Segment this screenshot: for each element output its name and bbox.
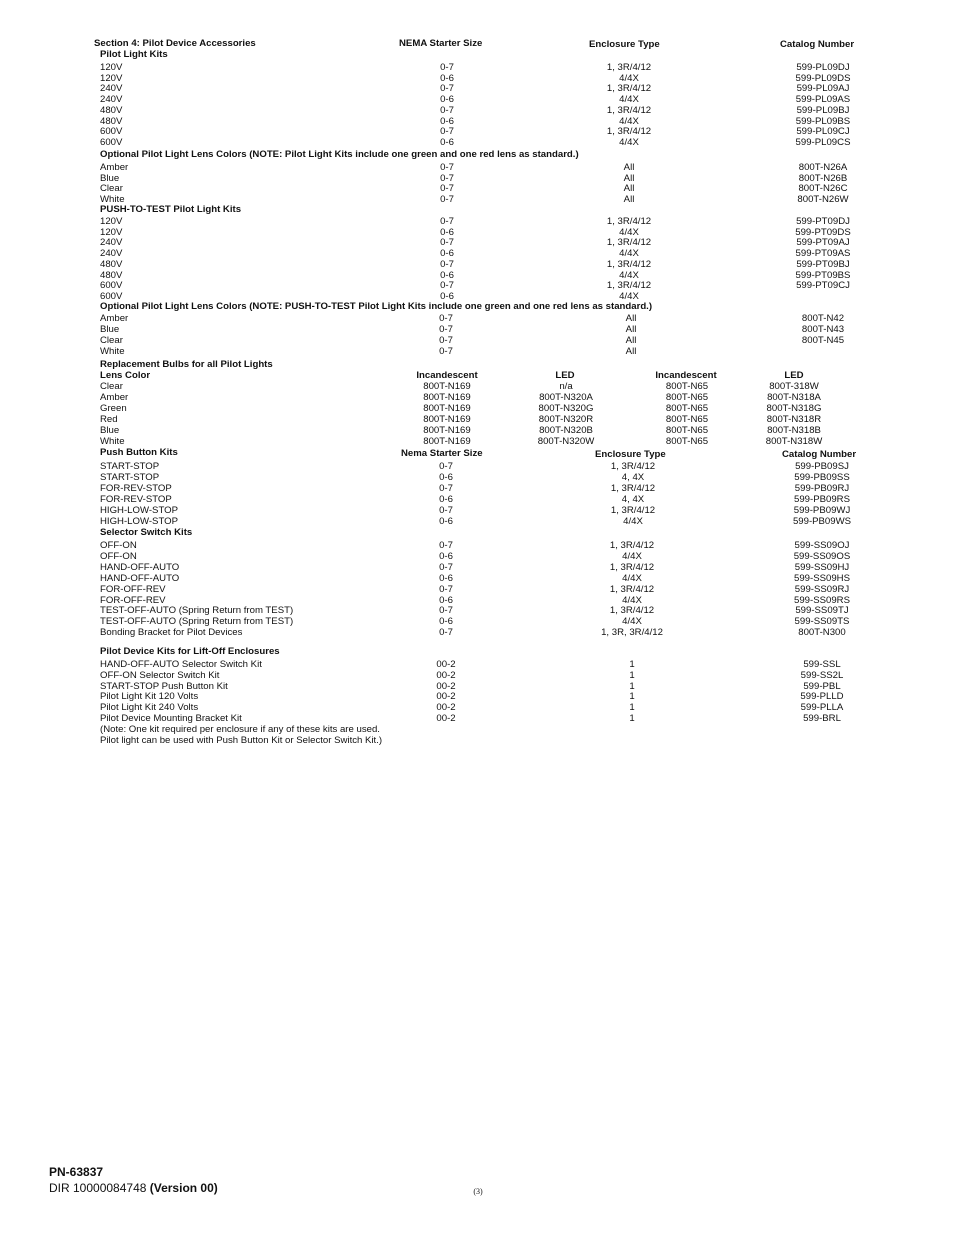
row-lens-color: Green	[100, 402, 127, 414]
row-enclosure: 4/4X	[619, 94, 639, 106]
optional-lens-1-title: Optional Pilot Light Lens Colors (NOTE: Pilot Light Kits include one green and one red lens as standard.)	[100, 149, 579, 160]
row-nema: 0-7	[439, 605, 453, 617]
row-nema: 0-7	[440, 216, 454, 227]
row-enclosure: 1, 3R/4/12	[606, 62, 652, 73]
row-label: START-STOP Push Button Kit	[100, 680, 228, 692]
row-incandescent-2: 800T-N65	[665, 435, 709, 447]
row-catalog: 599-PL09DJ	[796, 62, 850, 73]
row-enclosure: 4/4X	[619, 115, 639, 127]
row-nema: 0-6	[440, 290, 454, 302]
row-enclosure: All	[623, 183, 635, 195]
page-number: (3)	[473, 1187, 483, 1196]
row-catalog: 800T-N26A	[798, 162, 848, 173]
row-led-2: 800T-318W	[769, 381, 819, 392]
row-incandescent-1: 800T-N169	[423, 391, 471, 403]
row-label: OFF-ON	[100, 540, 137, 551]
row-catalog: 599-PT09DJ	[796, 216, 850, 227]
row-nema: 0-7	[440, 172, 454, 184]
row-label: 600V	[100, 136, 123, 148]
row-label: 480V	[100, 269, 123, 281]
row-nema: 0-6	[440, 115, 454, 127]
bulbs-col-led-1: LED	[555, 370, 575, 381]
row-catalog: 599-SS09OJ	[794, 540, 850, 551]
row-catalog: 599-PL09CS	[795, 136, 851, 148]
row-enclosure: All	[623, 172, 635, 184]
row-nema: 0-6	[439, 594, 453, 606]
row-nema: 0-7	[440, 237, 454, 249]
row-catalog: 599-PL09AS	[795, 94, 851, 106]
part-number: PN-63837	[49, 1165, 104, 1179]
row-label: 240V	[100, 83, 123, 95]
row-label: 120V	[100, 216, 123, 227]
row-incandescent-1: 800T-N169	[423, 424, 471, 436]
row-nema: 0-7	[440, 162, 454, 173]
row-enclosure: 1, 3R/4/12	[606, 280, 652, 292]
dir-number	[49, 1181, 218, 1196]
selector-title: Selector Switch Kits	[100, 527, 193, 538]
row-label: HIGH-LOW-STOP	[100, 504, 179, 516]
row-enclosure: 1, 3R/4/12	[609, 605, 655, 617]
row-nema: 00-2	[436, 680, 456, 692]
row-nema: 0-7	[439, 334, 453, 346]
optional-lens-2-title: Optional Pilot Light Lens Colors (NOTE: PUSH-TO-TEST Pilot Light Kits include one green and one red lens as standard.)	[100, 301, 653, 312]
col-header-nema: NEMA Starter Size	[399, 38, 483, 49]
row-enclosure: 1, 3R/4/12	[610, 482, 656, 494]
row-catalog: 800T-N300	[798, 627, 846, 639]
lift-off-note-2: Pilot light can be used with Push Button Kit or Selector Switch Kit.)	[100, 735, 383, 746]
lift-off-title: Pilot Device Kits for Lift-Off Enclosures	[100, 646, 280, 657]
row-label: White	[100, 194, 125, 206]
row-lens-color: Clear	[100, 381, 123, 392]
row-enclosure: 4/4X	[619, 290, 639, 302]
row-catalog: 599-PLLA	[800, 702, 844, 714]
row-catalog: 800T-N26W	[797, 194, 849, 206]
row-nema: 0-6	[440, 72, 454, 84]
row-catalog: 599-PBL	[803, 680, 841, 692]
row-nema: 00-2	[436, 669, 456, 681]
row-led-1: n/a	[559, 381, 573, 392]
row-enclosure: 1	[629, 669, 635, 681]
row-led-1: 800T-N320W	[537, 435, 595, 447]
row-nema: 0-7	[439, 561, 453, 573]
push-button-col-enclosure: Enclosure Type	[595, 449, 666, 460]
row-catalog: 800T-N26C	[798, 183, 848, 195]
row-incandescent-2: 800T-N65	[665, 413, 709, 425]
row-incandescent-2: 800T-N65	[665, 402, 709, 414]
row-led-2: 800T-N318G	[766, 402, 822, 414]
row-catalog: 599-SS09OS	[793, 550, 851, 562]
row-label: START-STOP	[100, 461, 160, 472]
dir-text: DIR 10000084748	[49, 1181, 150, 1195]
row-led-2: 800T-N318A	[767, 391, 821, 403]
row-catalog: 599-PL09BJ	[796, 104, 850, 116]
row-incandescent-1: 800T-N169	[423, 381, 471, 392]
row-enclosure: 1	[629, 713, 635, 724]
row-catalog: 599-PL09BS	[795, 115, 851, 127]
row-nema: 0-7	[439, 627, 453, 639]
row-nema: 0-7	[439, 461, 453, 472]
row-enclosure: 4/4X	[619, 226, 639, 238]
row-incandescent-2: 800T-N65	[665, 391, 709, 403]
bulbs-col-led-2: LED	[784, 370, 804, 381]
row-label: 120V	[100, 62, 123, 73]
row-catalog: 599-PB09WS	[792, 515, 852, 527]
row-enclosure: 1, 3R/4/12	[606, 237, 652, 249]
row-label: Blue	[100, 323, 120, 335]
row-nema: 0-6	[440, 136, 454, 148]
row-nema: 0-7	[440, 258, 454, 270]
row-label: Amber	[100, 313, 129, 324]
row-led-1: 800T-N320A	[539, 391, 593, 403]
row-label: START-STOP	[100, 471, 160, 483]
row-catalog: 599-SS2L	[800, 669, 844, 681]
pilot-light-kits-title: Pilot Light Kits	[100, 49, 168, 60]
row-catalog: 599-SS09RJ	[794, 583, 850, 595]
row-catalog: 599-PB09RS	[794, 493, 850, 505]
row-enclosure: 1	[629, 691, 635, 703]
row-nema: 00-2	[436, 659, 456, 670]
row-led-1: 800T-N320B	[539, 424, 593, 436]
row-enclosure: 4/4X	[619, 269, 639, 281]
push-button-title: Push Button Kits	[100, 447, 178, 458]
row-label: Clear	[100, 183, 123, 195]
row-catalog: 599-PT09DS	[795, 226, 851, 238]
col-header-catalog: Catalog Number	[780, 39, 855, 50]
bulbs-title: Replacement Bulbs for all Pilot Lights	[100, 359, 273, 370]
row-lens-color: White	[100, 435, 125, 447]
row-nema: 0-7	[440, 194, 454, 206]
row-label: FOR-REV-STOP	[100, 493, 172, 505]
row-nema: 0-7	[439, 345, 453, 357]
row-nema: 0-7	[439, 313, 453, 324]
row-nema: 0-7	[439, 504, 453, 516]
row-label: 120V	[100, 226, 123, 238]
row-catalog: 599-PL09AJ	[796, 83, 850, 95]
row-label: TEST-OFF-AUTO (Spring Return from TEST)	[100, 605, 294, 617]
row-enclosure: 1, 3R/4/12	[606, 104, 652, 116]
row-catalog: 599-PB09SJ	[795, 461, 849, 472]
row-enclosure: All	[625, 313, 637, 324]
row-label: 600V	[100, 280, 123, 292]
row-enclosure: 4/4X	[619, 248, 639, 260]
row-label: 600V	[100, 126, 123, 138]
row-lens-color: Red	[100, 413, 118, 425]
row-label: 480V	[100, 258, 123, 270]
row-label: Pilot Device Mounting Bracket Kit	[100, 713, 242, 724]
row-enclosure: 1	[629, 659, 635, 670]
row-enclosure: 1, 3R/4/12	[606, 216, 652, 227]
row-nema: 0-6	[439, 616, 453, 628]
row-nema: 0-7	[439, 540, 453, 551]
push-to-test-title: PUSH-TO-TEST Pilot Light Kits	[100, 204, 242, 215]
row-label: Clear	[100, 334, 123, 346]
row-nema: 0-7	[440, 126, 454, 138]
row-nema: 0-7	[440, 83, 454, 95]
row-nema: 0-6	[439, 493, 453, 505]
row-enclosure: 4/4X	[619, 72, 639, 84]
row-catalog: 599-PT09AS	[795, 248, 851, 260]
row-nema: 0-7	[439, 583, 453, 595]
row-lens-color: Amber	[100, 391, 129, 403]
row-catalog: 599-PT09AJ	[796, 237, 850, 249]
row-catalog: 599-SS09HJ	[794, 561, 850, 573]
row-led-2: 800T-N318B	[767, 424, 821, 436]
row-label: Pilot Light Kit 120 Volts	[100, 691, 199, 703]
row-enclosure: All	[625, 323, 637, 335]
row-enclosure: 1, 3R/4/12	[606, 258, 652, 270]
bulbs-col-lens: Lens Color	[100, 370, 151, 381]
row-catalog: 599-PB09SS	[794, 471, 850, 483]
row-enclosure: 1, 3R/4/12	[610, 504, 656, 516]
row-incandescent-2: 800T-N65	[665, 381, 709, 392]
row-catalog: 599-BRL	[803, 713, 841, 724]
lift-off-note-1: (Note: One kit required per enclosure if any of these kits are used.	[100, 724, 380, 735]
row-catalog: 599-PL09CJ	[796, 126, 850, 138]
row-incandescent-2: 800T-N65	[665, 424, 709, 436]
row-catalog: 800T-N42	[801, 313, 845, 324]
row-enclosure: 4/4X	[619, 136, 639, 148]
row-catalog: 800T-N26B	[798, 172, 848, 184]
row-label: 120V	[100, 72, 123, 84]
row-enclosure: 4/4X	[622, 550, 642, 562]
row-nema: 0-6	[440, 248, 454, 260]
row-label: FOR-OFF-REV	[100, 594, 166, 606]
row-enclosure: All	[623, 162, 635, 173]
row-nema: 0-6	[439, 515, 453, 527]
row-nema: 0-6	[440, 94, 454, 106]
row-enclosure: All	[625, 334, 637, 346]
row-incandescent-1: 800T-N169	[423, 435, 471, 447]
row-catalog: 599-PT09BJ	[796, 258, 850, 270]
row-enclosure: 1, 3R/4/12	[609, 540, 655, 551]
row-nema: 0-7	[440, 62, 454, 73]
row-enclosure: 1, 3R/4/12	[609, 561, 655, 573]
row-enclosure: 1, 3R/4/12	[610, 461, 656, 472]
row-nema: 0-6	[439, 572, 453, 584]
row-label: 480V	[100, 104, 123, 116]
row-label: White	[100, 345, 125, 357]
row-label: HIGH-LOW-STOP	[100, 515, 179, 527]
bulbs-col-incandescent-2: Incandescent	[655, 370, 717, 381]
col-header-enclosure: Enclosure Type	[589, 39, 660, 50]
row-label: OFF-ON	[100, 550, 137, 562]
row-enclosure: 4, 4X	[621, 493, 645, 505]
row-enclosure: All	[625, 345, 637, 357]
row-nema: 00-2	[436, 702, 456, 714]
row-enclosure: 1	[629, 680, 635, 692]
row-enclosure: 1, 3R/4/12	[606, 126, 652, 138]
row-led-2: 800T-N318W	[765, 435, 823, 447]
row-catalog: 599-PT09CJ	[796, 280, 850, 292]
row-label: 480V	[100, 115, 123, 127]
row-label: 600V	[100, 290, 123, 302]
row-nema: 00-2	[436, 713, 456, 724]
version-text: (Version 00)	[149, 1181, 218, 1195]
row-catalog: 800T-N43	[801, 323, 845, 335]
bulbs-col-incandescent-1: Incandescent	[416, 370, 478, 381]
row-label: Amber	[100, 162, 129, 173]
row-label: OFF-ON Selector Switch Kit	[100, 669, 220, 681]
row-label: Bonding Bracket for Pilot Devices	[100, 627, 243, 639]
row-catalog: 599-PLLD	[800, 691, 844, 703]
row-label: TEST-OFF-AUTO (Spring Return from TEST)	[100, 616, 294, 628]
row-led-1: 800T-N320R	[538, 413, 594, 425]
row-enclosure: 1	[629, 702, 635, 714]
row-catalog: 599-PB09WJ	[793, 504, 851, 516]
row-label: 240V	[100, 94, 123, 106]
row-nema: 0-6	[440, 226, 454, 238]
row-catalog: 599-PL09DS	[795, 72, 851, 84]
row-nema: 0-6	[439, 471, 453, 483]
row-catalog: 599-SSL	[803, 659, 841, 670]
row-nema: 0-7	[440, 104, 454, 116]
row-catalog: 599-SS09HS	[794, 572, 850, 584]
row-catalog: 599-PB09RJ	[794, 482, 850, 494]
row-lens-color: Blue	[100, 424, 120, 436]
push-button-col-catalog: Catalog Number	[782, 449, 857, 460]
row-incandescent-1: 800T-N169	[423, 413, 471, 425]
row-nema: 0-7	[440, 280, 454, 292]
row-catalog: 599-SS09TJ	[795, 605, 849, 617]
row-enclosure: All	[623, 194, 635, 206]
row-enclosure: 4/4X	[622, 572, 642, 584]
row-enclosure: 4, 4X	[621, 471, 645, 483]
row-catalog: 599-PT09BS	[795, 269, 851, 281]
row-label: FOR-REV-STOP	[100, 482, 172, 494]
row-incandescent-1: 800T-N169	[423, 402, 471, 414]
row-led-1: 800T-N320G	[538, 402, 594, 414]
section-title: Section 4: Pilot Device Accessories	[94, 38, 256, 49]
row-enclosure: 4/4X	[622, 616, 642, 628]
row-nema: 0-7	[440, 183, 454, 195]
push-button-col-nema: Nema Starter Size	[401, 448, 483, 459]
row-nema: 00-2	[436, 691, 456, 703]
row-catalog: 599-SS09RS	[794, 594, 850, 606]
row-nema: 0-6	[440, 269, 454, 281]
row-enclosure: 1, 3R/4/12	[609, 583, 655, 595]
row-enclosure: 1, 3R, 3R/4/12	[601, 627, 663, 639]
row-label: HAND-OFF-AUTO	[100, 572, 180, 584]
row-enclosure: 4/4X	[623, 515, 643, 527]
row-led-2: 800T-N318R	[766, 413, 822, 425]
row-label: Pilot Light Kit 240 Volts	[100, 702, 199, 714]
row-nema: 0-7	[439, 323, 453, 335]
row-catalog: 599-SS09TS	[794, 616, 850, 628]
row-catalog: 800T-N45	[801, 334, 845, 346]
row-label: 240V	[100, 248, 123, 260]
row-enclosure: 1, 3R/4/12	[606, 83, 652, 95]
row-label: Blue	[100, 172, 120, 184]
row-label: HAND-OFF-AUTO Selector Switch Kit	[100, 659, 262, 670]
row-nema: 0-6	[439, 550, 453, 562]
row-label: FOR-OFF-REV	[100, 583, 166, 595]
row-label: HAND-OFF-AUTO	[100, 561, 180, 573]
row-label: 240V	[100, 237, 123, 249]
row-nema: 0-7	[439, 482, 453, 494]
row-enclosure: 4/4X	[622, 594, 642, 606]
